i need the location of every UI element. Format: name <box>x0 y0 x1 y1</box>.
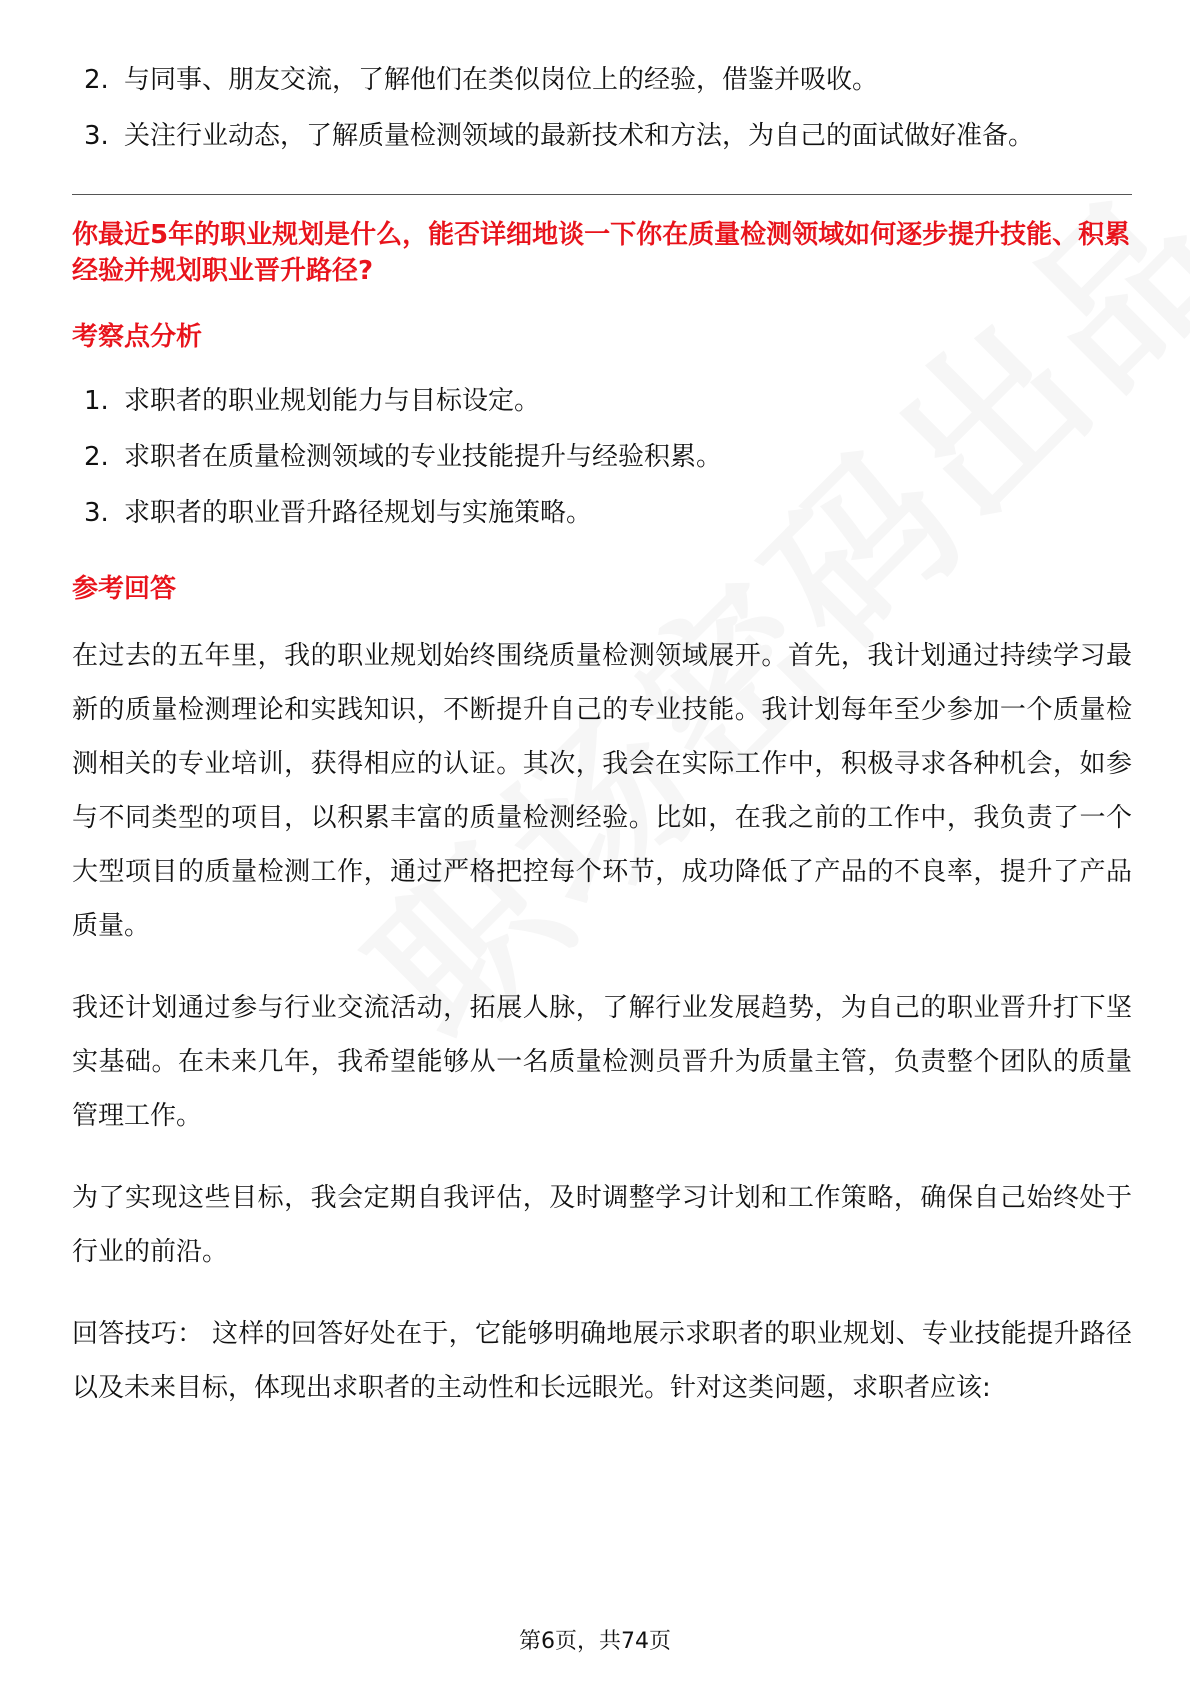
list-item-number: 2. <box>84 65 109 95</box>
list-item <box>72 485 1132 541</box>
page-number: 第6页，共74页 <box>519 1629 671 1654</box>
continued-list <box>72 52 1132 164</box>
section-divider <box>72 194 1132 195</box>
list-item <box>72 52 1132 108</box>
answer-paragraph: 我还计划通过参与行业交流活动，拓展人脉，了解行业发展趋势，为自己的职业晋升打下坚实基础。在未来几年，我希望能够从一名质量检测员晋升为质量主管，负责整个团队的质量管理工作。 <box>72 993 1132 1131</box>
list-item <box>72 108 1132 164</box>
list-item <box>72 429 1132 485</box>
page-content <box>72 52 1132 1443</box>
analysis-list <box>72 373 1132 541</box>
answer-paragraph: 为了实现这些目标，我会定期自我评估，及时调整学习计划和工作策略，确保自己始终处于行业的前沿。 <box>72 1183 1132 1267</box>
list-item-number: 3. <box>84 498 109 528</box>
answer-paragraph: 在过去的五年里，我的职业规划始终围绕质量检测领域展开。首先，我计划通过持续学习最新的质量检测理论和实践知识，不断提升自己的专业技能。我计划每年至少参加一个质量检测相关的专业培训，获得相应的认证。其次，我会在实际工作中，积极寻求各种机会，如参与不同类型的项目，以积累丰富的质量检测经验。比如，在我之前的工作中，我负责了一个大型项目的质量检测工作，通过严格把控每个环节，成功降低了产品的不良率，提升了产品质量。 <box>72 641 1132 941</box>
list-item <box>72 373 1132 429</box>
list-item-text: 关注行业动态，了解质量检测领域的最新技术和方法，为自己的面试做好准备。 <box>124 121 1035 151</box>
list-item-text: 与同事、朋友交流，了解他们在类似岗位上的经验，借鉴并吸收。 <box>124 65 879 95</box>
list-item-number: 1. <box>84 386 109 416</box>
list-item-number: 3. <box>84 121 109 151</box>
answer-tips-paragraph: 回答技巧： 这样的回答好处在于，它能够明确地展示求职者的职业规划、专业技能提升路径以及未来目标，体现出求职者的主动性和长远眼光。针对这类问题，求职者应该: <box>72 1319 1132 1403</box>
interview-question: 你最近5年的职业规划是什么，能否详细地谈一下你在质量检测领域如何逐步提升技能、积累经验并规划职业晋升路径? <box>72 220 1131 286</box>
list-item-number: 2. <box>84 442 109 472</box>
list-item-text: 求职者的职业晋升路径规划与实施策略。 <box>124 498 593 528</box>
list-item-text: 求职者在质量检测领域的专业技能提升与经验积累。 <box>124 442 723 472</box>
reference-answer-heading: 参考回答 <box>72 574 177 604</box>
list-item-text: 求职者的职业规划能力与目标设定。 <box>124 386 541 416</box>
analysis-heading: 考察点分析 <box>72 322 203 352</box>
